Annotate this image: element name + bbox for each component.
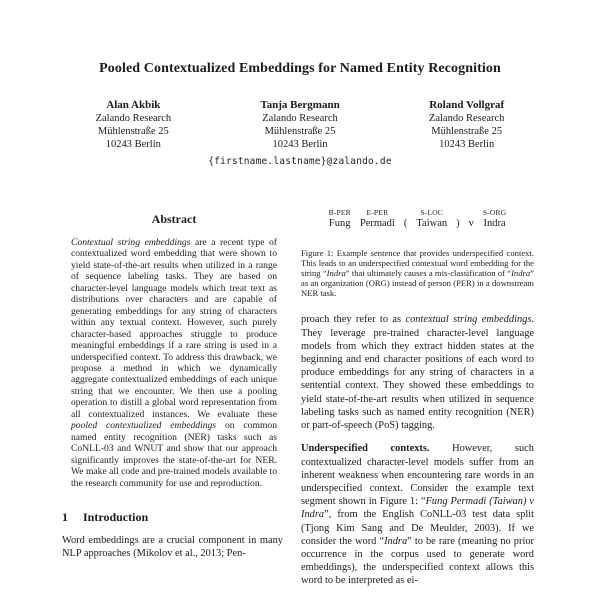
token-permadi [360,208,395,230]
token-word: Fung [328,218,351,229]
token-taiwan [416,208,447,230]
author-3 [383,99,550,151]
author-address: Mühlenstraße 25 [431,126,503,137]
ner-tag: S-ORG [482,208,507,217]
author-name: Tanja Bergmann [260,99,340,111]
author-block [50,99,550,151]
ner-tag: E-PER [366,208,389,217]
right-column [301,200,534,600]
ner-tag: B-PER [328,208,351,217]
ner-tag: S-LOC [420,208,444,217]
token-word: Taiwan [416,218,448,229]
author-address: Mühlenstraße 25 [97,126,169,137]
author-city: 10243 Berlin [272,139,328,150]
token-v [469,208,474,230]
abstract-heading: Abstract [151,212,197,226]
author-affiliation: Zalando Research [428,113,505,124]
section-title: Introduction [83,509,149,524]
author-address: Mühlenstraße 25 [264,126,336,137]
paper-title: Pooled Contextualized Embeddings for Named Entity Recognition [99,61,501,76]
body-paragraph-underspecified-contexts: Underspecified contexts. However, such contextualized character-level models suffer from an inherent weakness when encountering rare words in an underspecified context. Consider the example text segment shown in Figure 1: “Fung Permadi (Taiwan) v Indra”, from the English CoNLL-03 test data split (Tjong Kim Sang and De Meulder, 2003). If we consider the word “Indra” to be rare (meaning no prior occurrence in the corpus used to generate word embeddings), the underspecified context allows this word to be interpreted as ei- [301,443,534,587]
author-city: 10243 Berlin [439,139,495,150]
author-name: Roland Vollgraf [429,99,505,111]
token-word: Indra [483,218,506,229]
figure-example-sentence [301,208,534,230]
section-number: 1 [62,509,68,524]
author-2 [217,99,384,151]
body-paragraph-contextual-string-embeddings: proach they refer to as contextual string embeddings. They leverage pre-trained character-level language models from which they extract hidden states at the beginning and end character positions of each word to produce embeddings for any string of characters in a sentential context. They showed these embeddings to yield state-of-the-art results when utilized in sequence labeling tasks such as named entity recognition (NER) or part-of-speech (PoS) tagging. [301,314,534,432]
token-word: Permadi [359,218,395,229]
introduction-paragraph: Word embeddings are a crucial component in many NLP approaches (Mikolov et al., 2013; Pen- [62,534,283,560]
abstract-text: Contextual string embeddings are a recent type of contextualized word embedding that were shown to yield state-of-the-art results when utilized in a range of sequence labeling tasks. They are based on character-level language models which treat text as distributions over characters and are capable of generating embeddings for any string of characters within any textual context. However, such purely character-based approaches struggle to produce meaningful embeddings if a rare string is used in a underspecified context. To address this drawback, we propose a method in which we dynamically aggregate contextualized embeddings of each unique string that we encounter. We then use a pooling operation to distill a global word representation from all contextualized instances. We evaluate these pooled contextualized embeddings on common named entity recognition (NER) tasks such as CoNLL-03 and WNUT and show that our approach significantly improves the state-of-the-art for NER. We make all code and pre-trained models available to the research community for use and reproduction. [71,237,278,489]
ner-tag [404,208,408,217]
token-close-paren [456,208,460,230]
author-name: Alan Akbik [106,99,161,111]
token-word: ) [456,218,460,229]
token-word: ( [403,218,408,229]
figure-1 [301,208,534,298]
token-word: v [468,218,474,229]
token-open-paren [404,208,408,230]
author-affiliation: Zalando Research [95,113,172,124]
ner-tag [456,208,460,217]
author-affiliation: Zalando Research [262,113,338,124]
section-heading-introduction [62,510,283,525]
left-column [62,200,283,600]
token-indra [483,208,507,230]
token-fung [329,208,351,230]
author-1 [50,99,217,151]
ner-tag [469,208,474,217]
contact-email: {firstname.lastname}@zalando.de [208,156,392,167]
author-city: 10243 Berlin [105,139,161,150]
figure-1-caption: Figure 1: Example sentence that provides underspecified context. This leads to an underspecified contextual word embedding for the string “Indra” that ultimately causes a mis-classification of “Indra” as an organization (ORG) instead of person (PER) in a downstream NER task. [301,248,534,299]
